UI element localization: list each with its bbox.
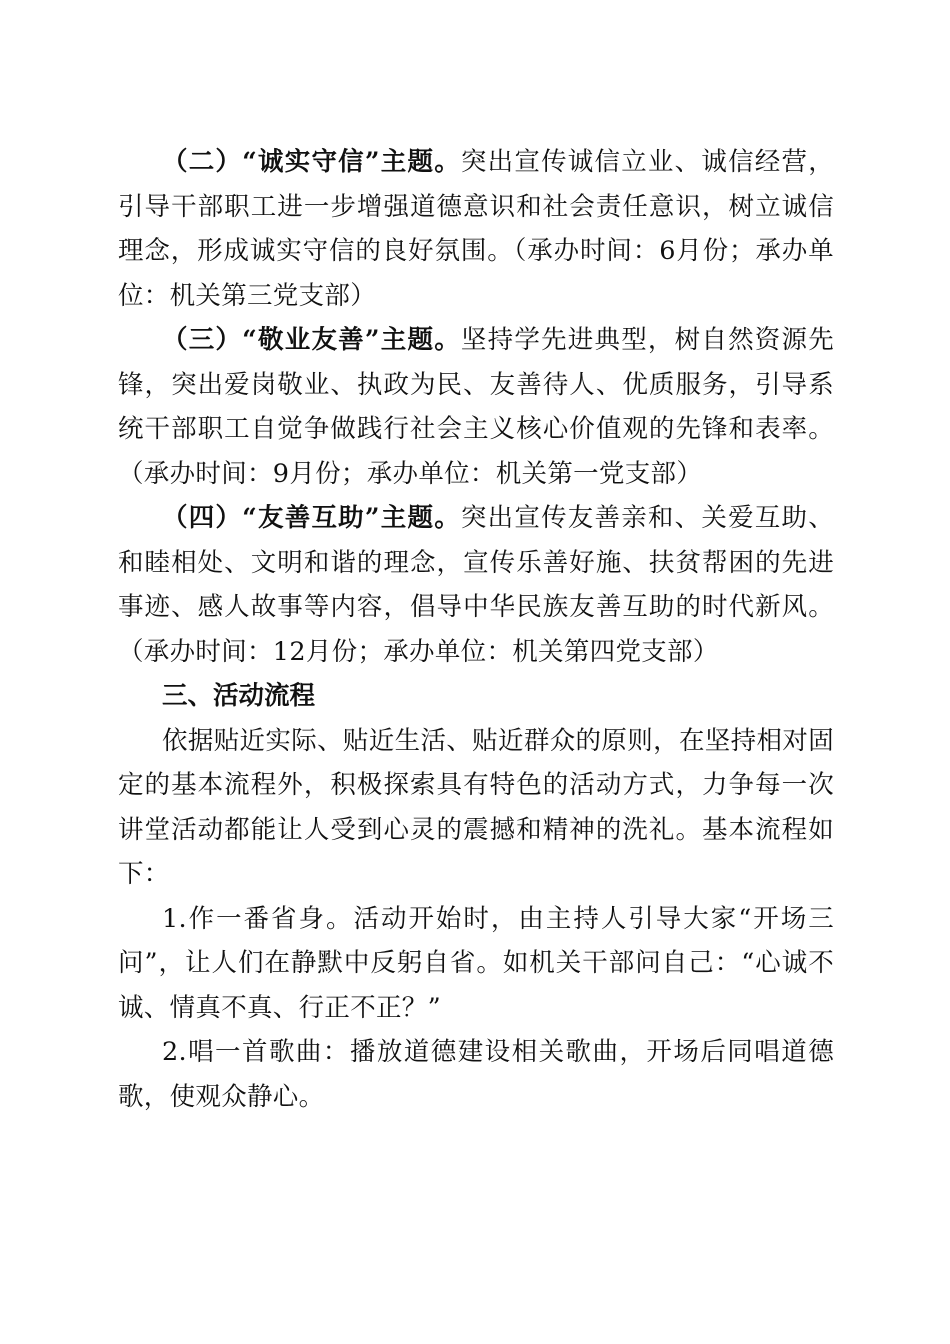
step-item-1: 1.作一番省身。活动开始时，由主持人引导大家“开场三问”，让人们在静默中反躬自省。如机关干部问自己：“心诚不诚、情真不真、行正不正？” [118, 903, 834, 1023]
theme-body-mutual-help: 突出宣传友善亲和、关爱互助、和睦相处、文明和谐的理念，宣传乐善好施、扶贫帮困的先进事迹、感人故事等内容，倡导中华民族友善互助的时代新风。（承办时间：12月份；承办单位：机关第四党支部） [118, 503, 835, 667]
step-item-2: 2.唱一首歌曲：播放道德建设相关歌曲，开场后同唱道德歌，使观众静心。 [118, 1037, 834, 1112]
theme-heading-honesty: （二）“诚实守信”主题。 [162, 147, 461, 177]
section-heading-activity-flow: 三、活动流程 [162, 681, 316, 711]
theme-body-dedication: 坚持学先进典型，树自然资源先锋，突出爱岗敬业、执政为民、友善待人、优质服务，引导系统干部职工自觉争做践行社会主义核心价值观的先锋和表率。（承办时间：9月份；承办单位：机关第一党支部） [118, 325, 835, 489]
theme-heading-mutual-help: （四）“友善互助”主题。 [162, 503, 461, 533]
theme-heading-dedication: （三）“敬业友善”主题。 [162, 325, 461, 355]
theme-body-honesty: 突出宣传诚信立业、诚信经营，引导干部职工进一步增强道德意识和社会责任意识，树立诚信理念，形成诚实守信的良好氛围。（承办时间：6月份；承办单位：机关第三党支部） [118, 147, 835, 311]
intro-paragraph: 依据贴近实际、贴近生活、贴近群众的原则，在坚持相对固定的基本流程外，积极探索具有特色的活动方式，力争每一次讲堂活动都能让人受到心灵的震撼和精神的洗礼。基本流程如下： [118, 725, 834, 889]
theme-paragraph-dedication [118, 318, 834, 496]
theme-paragraph-honesty [118, 140, 834, 318]
theme-paragraph-mutual-help [118, 496, 834, 674]
document-page [118, 140, 834, 1119]
